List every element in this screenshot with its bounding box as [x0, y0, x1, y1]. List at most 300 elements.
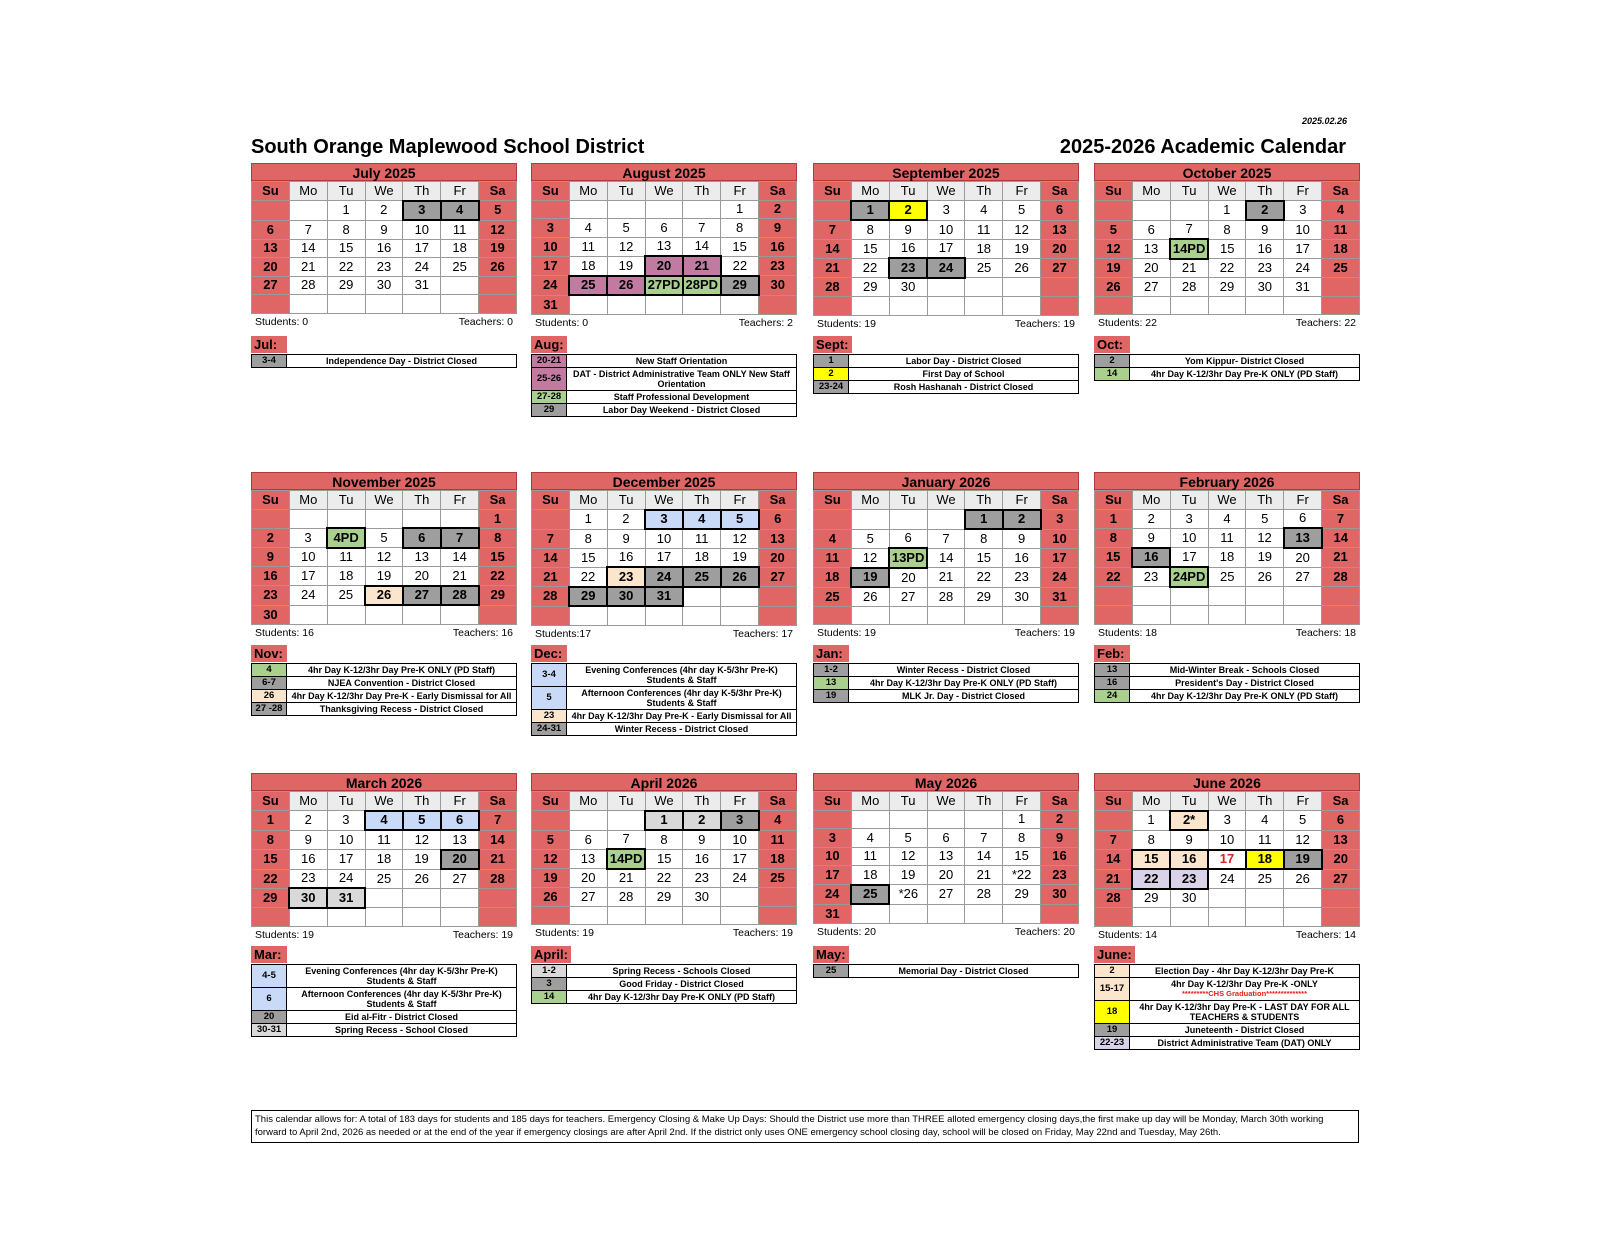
day-cell: 24	[289, 586, 327, 606]
event-row	[532, 687, 797, 710]
event-description-text: 4hr Day K-12/3hr Day Pre-K ONLY (PD Staff)	[307, 665, 496, 675]
weekday-header: We	[365, 792, 403, 811]
weekday-header: Sa	[479, 792, 517, 811]
event-row	[814, 368, 1079, 381]
day-cell	[289, 908, 327, 927]
day-cell	[814, 510, 852, 530]
day-cell: 15	[965, 548, 1003, 568]
day-cell: 26	[1284, 869, 1322, 889]
event-description	[567, 368, 797, 391]
day-cell: 23	[683, 869, 721, 888]
month-block	[251, 773, 517, 943]
day-cell	[289, 605, 327, 624]
event-dates: 1	[814, 355, 849, 368]
day-cell	[365, 888, 403, 908]
event-dates: 15-17	[1095, 978, 1130, 1001]
day-cell: 20	[1132, 259, 1170, 278]
day-cell	[927, 904, 965, 923]
teachers-count: Teachers: 16	[452, 626, 513, 639]
day-cell	[1284, 908, 1322, 927]
month-title: May 2026	[813, 773, 1079, 791]
day-cell: 19	[532, 869, 570, 888]
month-title: December 2025	[531, 472, 797, 490]
day-cell: 5	[1095, 220, 1133, 239]
event-row	[252, 690, 517, 703]
event-description	[849, 965, 1079, 978]
weekday-header: Sa	[479, 182, 517, 201]
day-cell: 1	[479, 509, 517, 528]
day-cell: 25	[851, 885, 889, 905]
day-cell: 8	[851, 220, 889, 239]
day-cell	[607, 606, 645, 625]
weekday-header: Mo	[1132, 792, 1170, 811]
weekday-header: Mo	[1132, 491, 1170, 510]
day-cell: 6	[441, 811, 479, 831]
month-events	[251, 943, 517, 1037]
weekday-header: Su	[1095, 792, 1133, 811]
event-description	[1130, 1024, 1360, 1037]
event-dates: 23-24	[814, 381, 849, 394]
event-description-text: 4hr Day K-12/3hr Day Pre-K ONLY (PD Staff)	[1150, 691, 1339, 701]
event-row	[252, 677, 517, 690]
event-description	[287, 703, 517, 716]
day-cell	[1132, 587, 1170, 606]
month-events	[813, 333, 1079, 394]
day-cell: 17	[1284, 239, 1322, 259]
day-cell	[1095, 811, 1133, 831]
day-counts	[531, 925, 797, 941]
day-cell: 23	[1041, 866, 1079, 885]
event-description	[567, 687, 797, 710]
weekday-header: Tu	[889, 182, 927, 201]
month-day-grid	[1094, 490, 1360, 625]
students-count: Students: 16	[255, 626, 314, 639]
day-cell: 6	[1284, 509, 1322, 528]
event-description	[287, 965, 517, 988]
day-cell: 11	[965, 220, 1003, 239]
day-cell: 4	[814, 529, 852, 548]
day-cell	[1246, 908, 1284, 927]
day-cell: 29	[1132, 889, 1170, 908]
day-cell: 29	[252, 888, 290, 908]
day-cell: 28	[1170, 278, 1208, 297]
day-cell	[683, 200, 721, 219]
day-cell	[645, 906, 683, 925]
day-cell	[532, 811, 570, 831]
day-cell: 4	[441, 201, 479, 221]
event-description	[567, 355, 797, 368]
day-cell: 22	[1208, 259, 1246, 278]
day-cell: 15	[327, 239, 365, 258]
event-description-text: Yom Kippur- District Closed	[1184, 356, 1305, 366]
event-row	[532, 723, 797, 736]
day-cell: 14	[965, 847, 1003, 866]
weekday-header: Tu	[1170, 182, 1208, 201]
day-cell: 20	[1041, 239, 1079, 258]
event-description-text: 4hr Day K-12/3hr Day Pre-K ONLY (PD Staff)	[587, 992, 776, 1002]
day-cell: 9	[759, 219, 797, 238]
district-name: South Orange Maplewood School District	[251, 136, 645, 158]
day-cell: 29	[721, 276, 759, 296]
day-cell: 12	[607, 237, 645, 256]
month-block	[813, 472, 1079, 641]
day-cell: 1	[1132, 811, 1170, 831]
weekday-header: We	[645, 182, 683, 201]
day-cell: 30	[252, 605, 290, 624]
day-cell: 26	[1095, 278, 1133, 297]
day-cell	[365, 509, 403, 528]
day-cell: 5	[1003, 201, 1041, 221]
day-cell: *22	[1003, 866, 1041, 885]
day-cell: 5	[532, 830, 570, 849]
teachers-count: Teachers: 19	[732, 927, 793, 939]
day-cell	[1132, 908, 1170, 927]
day-cell: 31	[814, 904, 852, 923]
event-description	[287, 690, 517, 703]
day-cell: 31	[1284, 278, 1322, 297]
month-day-grid	[531, 490, 797, 626]
day-cell: 15	[1208, 239, 1246, 259]
event-description-text: District Administrative Team (DAT) ONLY	[1157, 1038, 1332, 1048]
day-cell: 17	[327, 850, 365, 870]
event-row	[814, 965, 1079, 978]
day-cell: 13	[403, 548, 441, 567]
event-dates: 3-4	[532, 664, 567, 687]
day-counts	[251, 927, 517, 943]
event-dates: 13	[1095, 664, 1130, 677]
day-cell: 27	[403, 586, 441, 606]
day-cell: 17	[1041, 548, 1079, 568]
day-cell	[1208, 908, 1246, 927]
day-cell: 24	[1208, 869, 1246, 889]
students-count: Students: 0	[535, 316, 589, 329]
day-cell: 4	[759, 811, 797, 831]
day-cell	[1284, 587, 1322, 606]
month-block	[1094, 773, 1360, 943]
event-row	[532, 391, 797, 404]
event-dates: 4-5	[252, 965, 287, 988]
day-cell: 31	[645, 587, 683, 607]
event-dates: 1-2	[814, 664, 849, 677]
day-cell: 13	[1132, 239, 1170, 259]
day-cell	[607, 200, 645, 219]
weekday-header: Su	[252, 491, 290, 510]
day-cell: 30	[289, 888, 327, 908]
day-cell: 21	[683, 256, 721, 276]
day-cell: 18	[814, 568, 852, 588]
event-row	[532, 404, 797, 417]
event-dates: 19	[814, 690, 849, 703]
weekday-header: Tu	[889, 792, 927, 811]
day-cell: 26	[1003, 258, 1041, 278]
day-cell: 25	[569, 276, 607, 296]
teachers-count: Teachers: 2	[738, 316, 793, 329]
event-description-text: Rosh Hashanah - District Closed	[893, 382, 1034, 392]
day-cell: 18	[441, 239, 479, 258]
day-cell: 1	[1003, 810, 1041, 829]
day-cell: 22	[252, 869, 290, 888]
event-row	[814, 690, 1079, 703]
day-cell: 26	[532, 888, 570, 907]
day-cell: 12	[1246, 528, 1284, 548]
day-cell: 15	[1132, 850, 1170, 870]
weekday-header: Sa	[1041, 491, 1079, 510]
day-cell: 1	[721, 200, 759, 219]
day-cell: 18	[1322, 239, 1360, 259]
event-dates: 29	[532, 404, 567, 417]
event-description	[287, 1024, 517, 1037]
month-events	[1094, 333, 1360, 381]
day-cell	[683, 906, 721, 925]
event-row	[532, 710, 797, 723]
students-count: Students: 14	[1098, 928, 1157, 941]
day-cell: 28	[1322, 567, 1360, 587]
weekday-header: Fr	[721, 792, 759, 811]
weekday-header: Sa	[479, 491, 517, 510]
day-cell: 13PD	[889, 548, 927, 568]
weekday-header: Th	[683, 182, 721, 201]
day-cell	[1095, 296, 1133, 315]
event-description-text: Evening Conferences (4hr day K-5/3hr Pre-K) Students & Staff	[305, 966, 498, 986]
day-cell: 29	[327, 276, 365, 295]
weekday-header: Th	[965, 792, 1003, 811]
month-day-grid	[251, 490, 517, 625]
month-block	[531, 472, 797, 642]
day-cell	[851, 606, 889, 625]
day-cell: 30	[1041, 885, 1079, 905]
month-block	[813, 163, 1079, 332]
day-cell: 14	[683, 237, 721, 256]
day-cell: 17	[532, 256, 570, 276]
day-cell: 8	[645, 830, 683, 849]
weekday-header: Tu	[1170, 792, 1208, 811]
day-cell: 20	[645, 256, 683, 276]
weekday-header: Th	[1246, 792, 1284, 811]
event-description	[1130, 677, 1360, 690]
weekday-header: Tu	[1170, 491, 1208, 510]
weekday-header: Th	[403, 491, 441, 510]
event-description	[567, 991, 797, 1004]
day-cell: 3	[927, 201, 965, 221]
event-description-text: Independence Day - District Closed	[325, 356, 478, 366]
event-row	[1095, 690, 1360, 703]
month-block	[1094, 472, 1360, 641]
day-cell	[607, 295, 645, 314]
day-cell: 14	[927, 548, 965, 568]
day-cell: 11	[1208, 528, 1246, 548]
day-cell	[569, 295, 607, 314]
event-description	[1130, 368, 1360, 381]
day-cell	[1095, 587, 1133, 606]
teachers-count: Teachers: 19	[1014, 627, 1075, 639]
weekday-header: Mo	[569, 182, 607, 201]
weekday-header: Fr	[1284, 792, 1322, 811]
event-description	[849, 381, 1079, 394]
day-cell: 20	[1284, 548, 1322, 568]
month-events	[813, 642, 1079, 703]
day-cell	[1095, 606, 1133, 625]
day-cell: 26	[607, 276, 645, 296]
day-cell: 9	[889, 220, 927, 239]
day-cell: 28	[289, 276, 327, 295]
day-cell: 15	[252, 850, 290, 870]
day-cell	[927, 606, 965, 625]
day-cell: 22	[1132, 869, 1170, 889]
day-cell: 3	[721, 811, 759, 831]
event-description	[1130, 690, 1360, 703]
weekday-header: We	[365, 182, 403, 201]
event-description-text: Memorial Day - District Closed	[898, 966, 1029, 976]
day-cell: 26	[479, 258, 517, 277]
day-cell	[569, 606, 607, 625]
students-count: Students: 18	[1098, 626, 1157, 639]
day-cell: 13	[1041, 220, 1079, 239]
day-cell: 7	[965, 829, 1003, 848]
day-cell: 25	[327, 586, 365, 606]
weekday-header: We	[645, 491, 683, 510]
day-cell: 18	[1208, 548, 1246, 568]
event-row	[252, 664, 517, 677]
weekday-header: Tu	[327, 182, 365, 201]
day-cell: 1	[252, 811, 290, 831]
month-title: October 2025	[1094, 163, 1360, 181]
day-cell: 18	[759, 849, 797, 869]
day-cell: 18	[683, 548, 721, 567]
day-cell	[479, 908, 517, 927]
day-cell	[1246, 606, 1284, 625]
teachers-count: Teachers: 0	[458, 315, 513, 328]
event-description	[1130, 965, 1360, 978]
day-cell	[965, 606, 1003, 625]
event-description-text: Staff Professional Development	[613, 392, 750, 402]
day-cell: 17	[289, 567, 327, 586]
weekday-header: Th	[683, 792, 721, 811]
day-cell	[532, 606, 570, 625]
day-cell	[851, 510, 889, 530]
event-description-text: DAT - District Administrative Team ONLY New Staff Orientation	[573, 369, 790, 389]
month-title: November 2025	[251, 472, 517, 490]
day-cell: 11	[1322, 220, 1360, 239]
day-cell: 21	[289, 258, 327, 277]
day-cell	[1322, 606, 1360, 625]
day-cell: 29	[965, 587, 1003, 606]
event-dates: 25	[814, 965, 849, 978]
day-cell: 31	[327, 888, 365, 908]
day-cell: 7	[289, 220, 327, 239]
day-cell: 4	[365, 811, 403, 831]
event-description	[567, 978, 797, 991]
day-cell: 12	[532, 849, 570, 869]
day-cell: 8	[252, 830, 290, 850]
day-cell	[1003, 297, 1041, 316]
weekday-header: Th	[403, 182, 441, 201]
day-cell: 27PD	[645, 276, 683, 296]
day-cell	[569, 811, 607, 831]
day-cell: 27	[569, 888, 607, 907]
day-cell: 16	[1132, 548, 1170, 568]
event-row	[1095, 978, 1360, 1001]
day-cell: 13	[252, 239, 290, 258]
events-month-label: Dec:	[531, 645, 567, 662]
day-cell: 28	[479, 869, 517, 888]
day-cell: 15	[479, 548, 517, 567]
weekday-header: Fr	[1003, 792, 1041, 811]
month-events	[1094, 642, 1360, 703]
month-title: January 2026	[813, 472, 1079, 490]
day-cell: 3	[1284, 201, 1322, 221]
day-cell	[965, 297, 1003, 316]
day-cell: 13	[1322, 830, 1360, 850]
weekday-header: Su	[814, 792, 852, 811]
day-cell: 29	[1208, 278, 1246, 297]
day-cell	[1132, 201, 1170, 221]
day-cell: 18	[851, 866, 889, 885]
day-cell: 14PD	[1170, 239, 1208, 259]
day-cell: 21	[1322, 548, 1360, 568]
event-description	[287, 664, 517, 677]
day-cell: 18	[1246, 850, 1284, 870]
day-cell: 1	[645, 811, 683, 831]
day-cell: 23	[1132, 567, 1170, 587]
day-cell: 12	[479, 220, 517, 239]
month-events	[1094, 943, 1360, 1050]
day-cell: 1	[569, 510, 607, 530]
day-cell: 7	[1170, 220, 1208, 239]
event-dates: 16	[1095, 677, 1130, 690]
day-cell	[441, 295, 479, 314]
weekday-header: Tu	[607, 792, 645, 811]
event-description	[1130, 978, 1360, 1001]
day-cell: 28	[441, 586, 479, 606]
day-cell	[1246, 587, 1284, 606]
weekday-header: Th	[1246, 182, 1284, 201]
day-cell: 8	[965, 529, 1003, 548]
day-cell: 29	[645, 888, 683, 907]
day-cell: 8	[1208, 220, 1246, 239]
day-cell: 2	[683, 811, 721, 831]
day-counts	[251, 314, 517, 330]
event-dates: 20-21	[532, 355, 567, 368]
day-cell	[759, 295, 797, 314]
day-cell: 26	[403, 869, 441, 888]
day-cell: 30	[365, 276, 403, 295]
day-cell	[1003, 278, 1041, 297]
day-cell	[965, 904, 1003, 923]
day-cell: 7	[441, 528, 479, 548]
event-description-text: Afternoon Conferences (4hr day K-5/3hr Pre-K) Students & Staff	[581, 688, 782, 708]
students-count: Students: 22	[1098, 317, 1157, 329]
weekday-header: Th	[1246, 491, 1284, 510]
day-cell: 31	[1041, 587, 1079, 606]
weekday-header: Mo	[569, 491, 607, 510]
day-cell	[532, 906, 570, 925]
events-table	[251, 354, 517, 368]
event-description-text: Winter Recess - District Closed	[896, 665, 1031, 675]
weekday-header: Mo	[289, 182, 327, 201]
day-cell: 27	[759, 567, 797, 587]
event-description	[567, 723, 797, 736]
day-cell: 1	[1095, 509, 1133, 528]
day-cell: 11	[365, 830, 403, 850]
event-row	[532, 664, 797, 687]
event-row	[252, 703, 517, 716]
day-cell: 12	[721, 529, 759, 548]
teachers-count: Teachers: 17	[732, 627, 793, 640]
students-count: Students: 20	[817, 925, 876, 938]
day-cell	[403, 908, 441, 927]
event-description	[849, 355, 1079, 368]
day-cell: 25	[759, 869, 797, 888]
